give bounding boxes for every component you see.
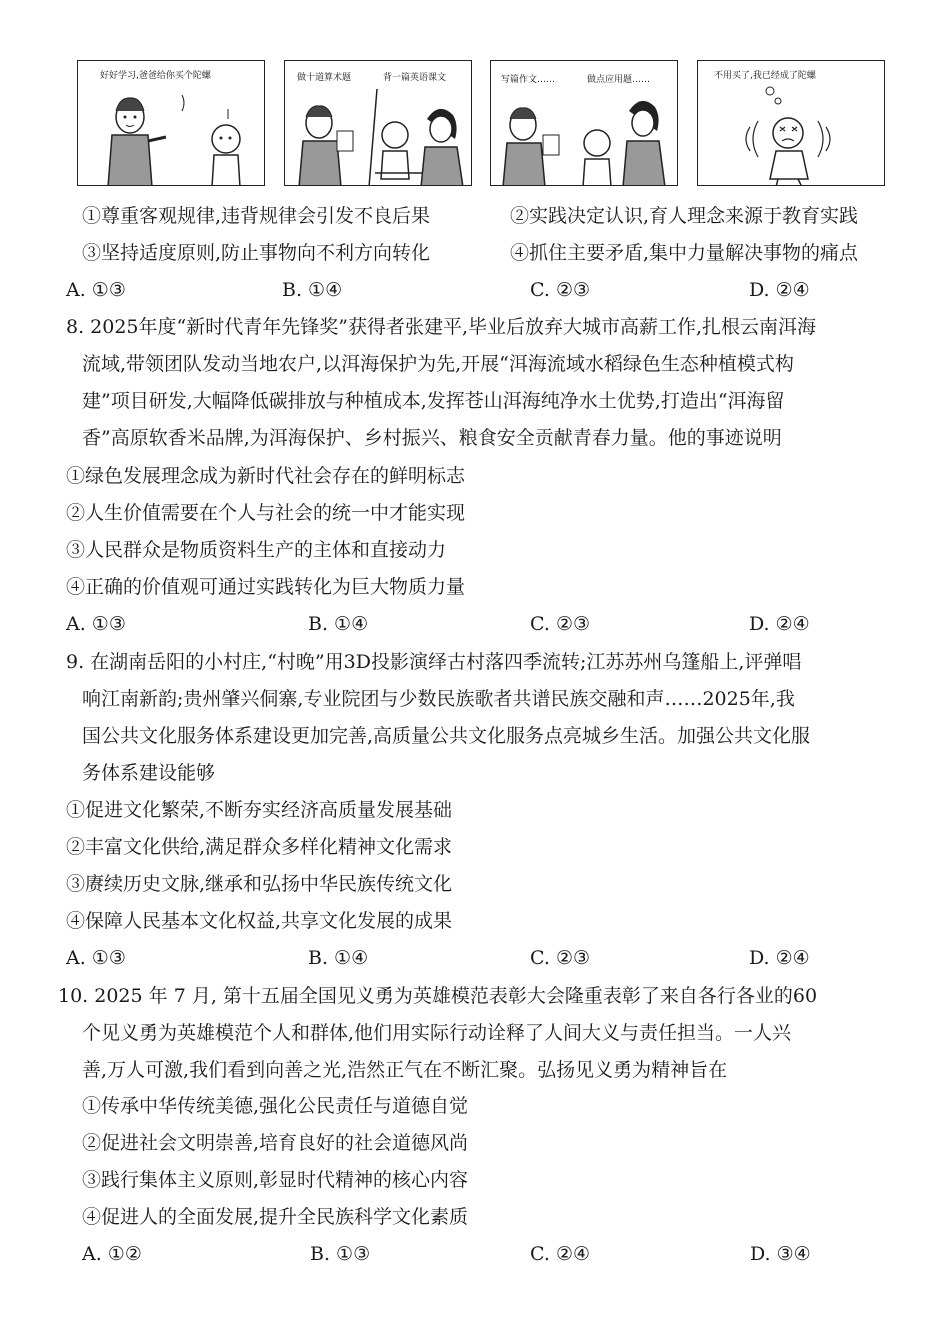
q10-option-b[interactable]: B. ①③ (310, 1243, 371, 1265)
panel3-speech-right: 做点应用题…… (587, 75, 651, 85)
comic-panel-2 (284, 60, 472, 186)
q8-statement-1: ①绿色发展理念成为新时代社会存在的鲜明标志 (66, 465, 466, 487)
q9-stem-line-4: 务体系建设能够 (82, 762, 216, 784)
panel2-speech-left: 做十道算术题 (297, 73, 352, 83)
parents-assign-homework-illustration (285, 61, 472, 186)
q9-stem-line-1: 9. 在湖南岳阳的小村庄,“村晚”用3D投影演绎古村落四季流转;江苏苏州乌篷船上,评弹唱 (66, 651, 802, 673)
father-son-illustration (78, 61, 265, 186)
q7-statement-3: ③坚持适度原则,防止事物向不利方向转化 (82, 242, 431, 264)
q7-option-b[interactable]: B. ①④ (282, 279, 343, 301)
q9-statement-1: ①促进文化繁荣,不断夯实经济高质量发展基础 (66, 799, 453, 821)
q8-options (66, 612, 866, 636)
q7-statement-1: ①尊重客观规律,违背规律会引发不良后果 (82, 205, 431, 227)
parents-more-homework-illustration (491, 61, 678, 186)
q10-statement-2: ②促进社会文明崇善,培育良好的社会道德风尚 (82, 1132, 469, 1154)
q8-stem-line-1: 8. 2025年度“新时代青年先锋奖”获得者张建平,毕业后放弃大城市高薪工作,扎根云南洱海 (66, 316, 817, 338)
q10-statement-3: ③践行集体主义原则,彰显时代精神的核心内容 (82, 1169, 469, 1191)
comic-panel-4 (697, 60, 885, 186)
q8-stem-line-3: 建”项目研发,大幅降低碳排放与种植成本,发挥苍山洱海纯净水土优势,打造出“洱海留 (82, 390, 785, 412)
q10-stem-line-2: 个见义勇为英雄模范个人和群体,他们用实际行动诠释了人间大义与责任担当。一人兴 (82, 1022, 792, 1044)
panel1-speech: 好好学习,爸爸给你买个陀螺 (100, 71, 211, 81)
q10-stem-line-1: 10. 2025 年 7 月, 第十五届全国见义勇为英雄模范表彰大会隆重表彰了来自各行各业的60 (58, 985, 818, 1007)
q8-statement-2: ②人生价值需要在个人与社会的统一中才能实现 (66, 502, 466, 524)
q8-statement-3: ③人民群众是物质资料生产的主体和直接动力 (66, 539, 447, 561)
q8-stem-line-4: 香”高原软香米品牌,为洱海保护、乡村振兴、粮食安全贡献青春力量。他的事迹说明 (82, 427, 782, 449)
q9-options (66, 946, 866, 970)
q10-option-d[interactable]: D. ③④ (750, 1243, 811, 1265)
q7-option-d[interactable]: D. ②④ (749, 279, 810, 301)
panel2-speech-right: 背一篇英语课文 (383, 73, 447, 83)
q9-option-d[interactable]: D. ②④ (749, 947, 810, 969)
q10-option-a[interactable]: A. ①② (82, 1243, 142, 1265)
q9-option-b[interactable]: B. ①④ (308, 947, 369, 969)
panel3-speech-left: 写篇作文…… (501, 75, 556, 85)
panel4-speech: 不用买了,我已经成了陀螺 (714, 71, 816, 81)
q9-stem-line-2: 响江南新韵;贵州肇兴侗寨,专业院团与少数民族歌者共谱民族交融和声……2025年,我 (82, 688, 795, 710)
q8-stem-line-2: 流域,带领团队发动当地农户,以洱海保护为先,开展“洱海流域水稻绿色生态种植模式构 (82, 353, 794, 375)
q7-statement-2: ②实践决定认识,育人理念来源于教育实践 (510, 205, 859, 227)
q10-statement-4: ④促进人的全面发展,提升全民族科学文化素质 (82, 1206, 469, 1228)
q10-option-c[interactable]: C. ②④ (530, 1243, 591, 1265)
q10-options (82, 1242, 872, 1266)
comic-panel-3 (490, 60, 678, 186)
spinning-child-illustration (698, 61, 885, 186)
q9-option-c[interactable]: C. ②③ (530, 947, 591, 969)
comic-panel-1 (77, 60, 265, 186)
q10-statement-1: ①传承中华传统美德,强化公民责任与道德自觉 (82, 1095, 469, 1117)
q8-option-a[interactable]: A. ①③ (66, 613, 126, 635)
q8-option-b[interactable]: B. ①④ (308, 613, 369, 635)
q8-statement-4: ④正确的价值观可通过实践转化为巨大物质力量 (66, 576, 466, 598)
q10-stem-line-3: 善,万人可激,我们看到向善之光,浩然正气在不断汇聚。弘扬见义勇为精神旨在 (82, 1059, 728, 1081)
q9-stem-line-3: 国公共文化服务体系建设更加完善,高质量公共文化服务点亮城乡生活。加强公共文化服 (82, 725, 811, 747)
q8-option-c[interactable]: C. ②③ (530, 613, 591, 635)
q9-statement-4: ④保障人民基本文化权益,共享文化发展的成果 (66, 910, 453, 932)
q8-option-d[interactable]: D. ②④ (749, 613, 810, 635)
q7-options (66, 278, 866, 302)
q7-option-c[interactable]: C. ②③ (530, 279, 591, 301)
q7-statement-4: ④抓住主要矛盾,集中力量解决事物的痛点 (510, 242, 859, 264)
q9-statement-2: ②丰富文化供给,满足群众多样化精神文化需求 (66, 836, 453, 858)
q9-option-a[interactable]: A. ①③ (66, 947, 126, 969)
q9-statement-3: ③赓续历史文脉,继承和弘扬中华民族传统文化 (66, 873, 453, 895)
comic-strip (77, 60, 885, 188)
q7-option-a[interactable]: A. ①③ (66, 279, 126, 301)
